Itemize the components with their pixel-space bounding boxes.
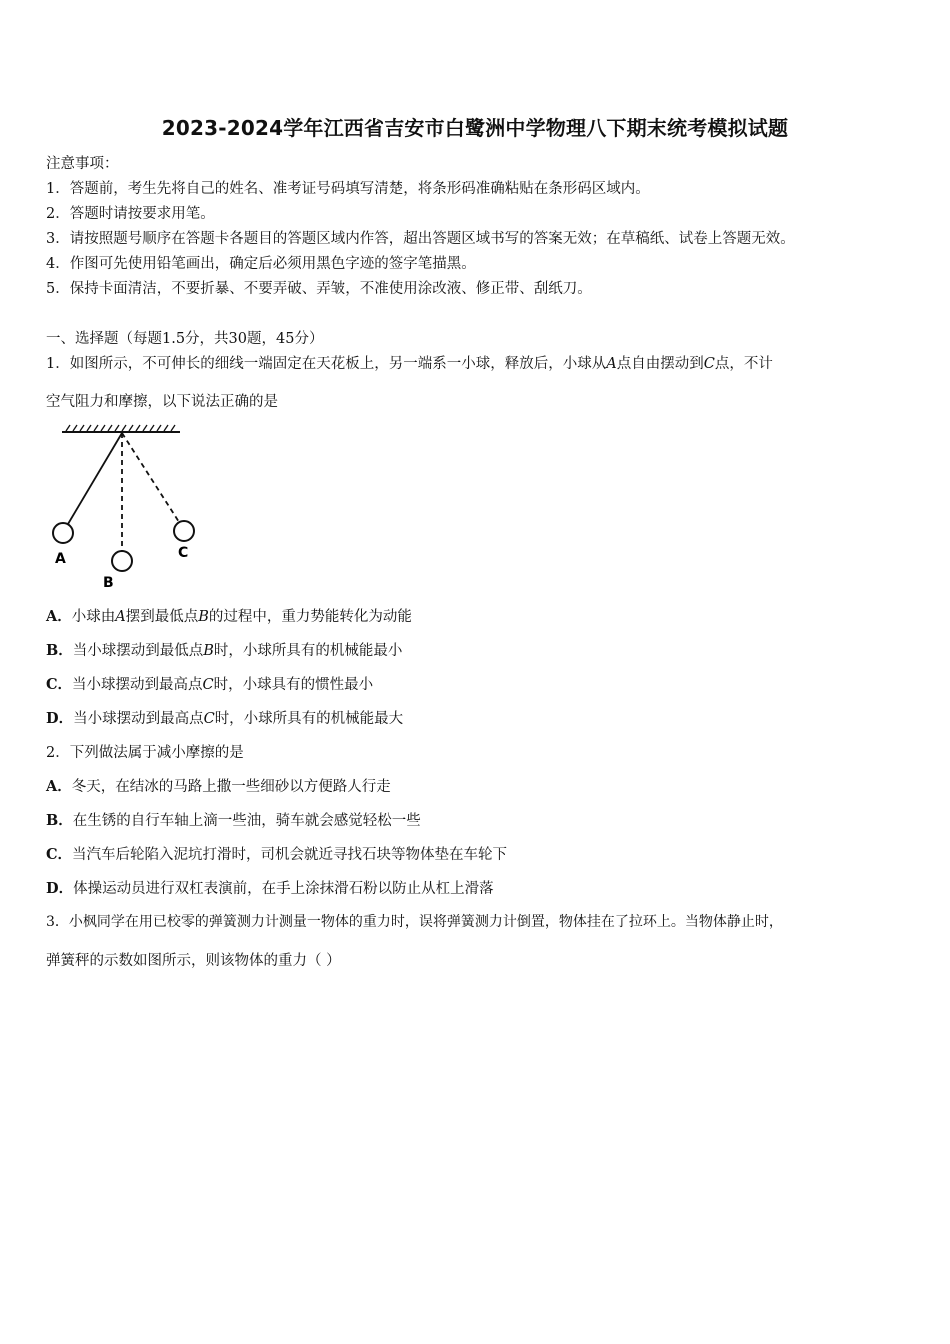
note-item-3: 3．请按照题号顺序在答题卡各题目的答题区域内作答，超出答题区域书写的答案无效；在草稿纸、试卷上答题无效。 <box>46 231 795 247</box>
q1-option-a-post: 的过程中，重力势能转化为动能 <box>208 609 412 625</box>
string-c <box>122 433 179 522</box>
q1-option-d-post: 时，小球所具有的机械能最大 <box>214 711 404 727</box>
q2-option-c-label: C． <box>46 846 73 863</box>
q1-option-a[interactable] <box>46 605 412 626</box>
q1-option-d-pre: 当小球摆动到最高点 <box>73 711 204 727</box>
section-heading: 一、选择题（每题1.5分，共30题，45分） <box>46 331 324 347</box>
note-item-4: 4．作图可先使用铅笔画出，确定后必须用黑色字迹的签字笔描黑。 <box>46 256 476 272</box>
q1-stem <box>46 352 773 373</box>
q1-option-b-v1: B <box>203 643 214 659</box>
pendulum-figure <box>40 420 210 595</box>
q1-option-c[interactable] <box>46 673 373 694</box>
q1-stem-b: 点自由摆动到 <box>616 356 704 372</box>
q1-stem-c: 点，不计 <box>714 356 773 372</box>
q2-option-d-label: D． <box>46 880 74 897</box>
q3-stem-line1: 3．小枫同学在用已校零的弹簧测力计测量一物体的重力时，误将弹簧测力计倒置，物体挂在了拉环上。当物体静止时， <box>46 914 783 930</box>
page-title: 2023-2024学年江西省吉安市白鹭洲中学物理八下期末统考模拟试题 <box>161 116 789 140</box>
note-item-1: 1．答题前，考生先将自己的姓名、准考证号码填写清楚，将条形码准确粘贴在条形码区域内。 <box>46 181 650 197</box>
q1-option-c-post: 时，小球具有的惯性最小 <box>213 677 374 693</box>
q2-option-a[interactable] <box>46 775 391 796</box>
q1-option-c-pre: 当小球摆动到最高点 <box>72 677 203 693</box>
q1-stem-a: 1．如图所示，不可伸长的细线一端固定在天花板上，另一端系一小球，释放后，小球从 <box>46 356 607 372</box>
q1-option-d-v1: C <box>203 711 215 727</box>
string-a <box>68 433 122 524</box>
q1-option-b-pre: 当小球摆动到最低点 <box>72 643 204 659</box>
q2-option-d-text: 体操运动员进行双杠表演前，在手上涂抹滑石粉以防止从杠上滑落 <box>73 881 494 897</box>
q1-option-b-post: 时，小球所具有的机械能最小 <box>213 643 403 659</box>
note-item-2: 2．答题时请按要求用笔。 <box>46 206 215 222</box>
q2-option-c[interactable] <box>46 843 507 864</box>
q1-option-a-pre: 小球由 <box>71 609 116 625</box>
q1-stem-line2: 空气阻力和摩擦，以下说法正确的是 <box>46 394 278 410</box>
q2-option-b-label: B． <box>46 812 73 829</box>
ball-b <box>112 551 132 571</box>
q1-option-c-v1: C <box>202 677 214 693</box>
q1-point-c: C <box>703 356 715 372</box>
q1-option-a-v1: A <box>115 609 126 625</box>
q1-option-b[interactable] <box>46 639 402 660</box>
q3-stem-line2: 弹簧秤的示数如图所示，则该物体的重力（ ） <box>46 953 341 969</box>
q2-option-c-text: 当汽车后轮陷入泥坑打滑时，司机会就近寻找石块等物体垫在车轮下 <box>72 847 508 863</box>
q2-option-b[interactable] <box>46 809 421 830</box>
q1-option-a-mid: 摆到最低点 <box>125 609 199 625</box>
q1-option-a-label: A． <box>46 608 72 625</box>
q2-option-b-text: 在生锈的自行车轴上滴一些油，骑车就会感觉轻松一些 <box>72 813 421 829</box>
label-b: B <box>103 575 114 591</box>
q1-option-b-label: B． <box>46 642 73 659</box>
ball-c <box>174 521 194 541</box>
q2-option-d[interactable] <box>46 877 494 898</box>
q1-option-a-v2: B <box>198 609 209 625</box>
notes-heading: 注意事项： <box>46 156 119 172</box>
q1-option-d-label: D． <box>46 710 74 727</box>
ball-a <box>53 523 73 543</box>
q1-option-d[interactable] <box>46 707 403 728</box>
label-a: A <box>55 551 66 567</box>
q2-option-a-text: 冬天，在结冰的马路上撒一些细砂以方便路人行走 <box>71 779 391 795</box>
q1-point-a: A <box>606 356 617 372</box>
ceiling-hatch <box>66 425 175 431</box>
q2-option-a-label: A． <box>46 778 72 795</box>
label-c: C <box>178 545 189 561</box>
q2-stem: 2．下列做法属于减小摩擦的是 <box>46 745 244 761</box>
q1-option-c-label: C． <box>46 676 73 693</box>
note-item-5: 5．保持卡面清洁，不要折暴、不要弄破、弄皱，不准使用涂改液、修正带、刮纸刀。 <box>46 281 592 297</box>
